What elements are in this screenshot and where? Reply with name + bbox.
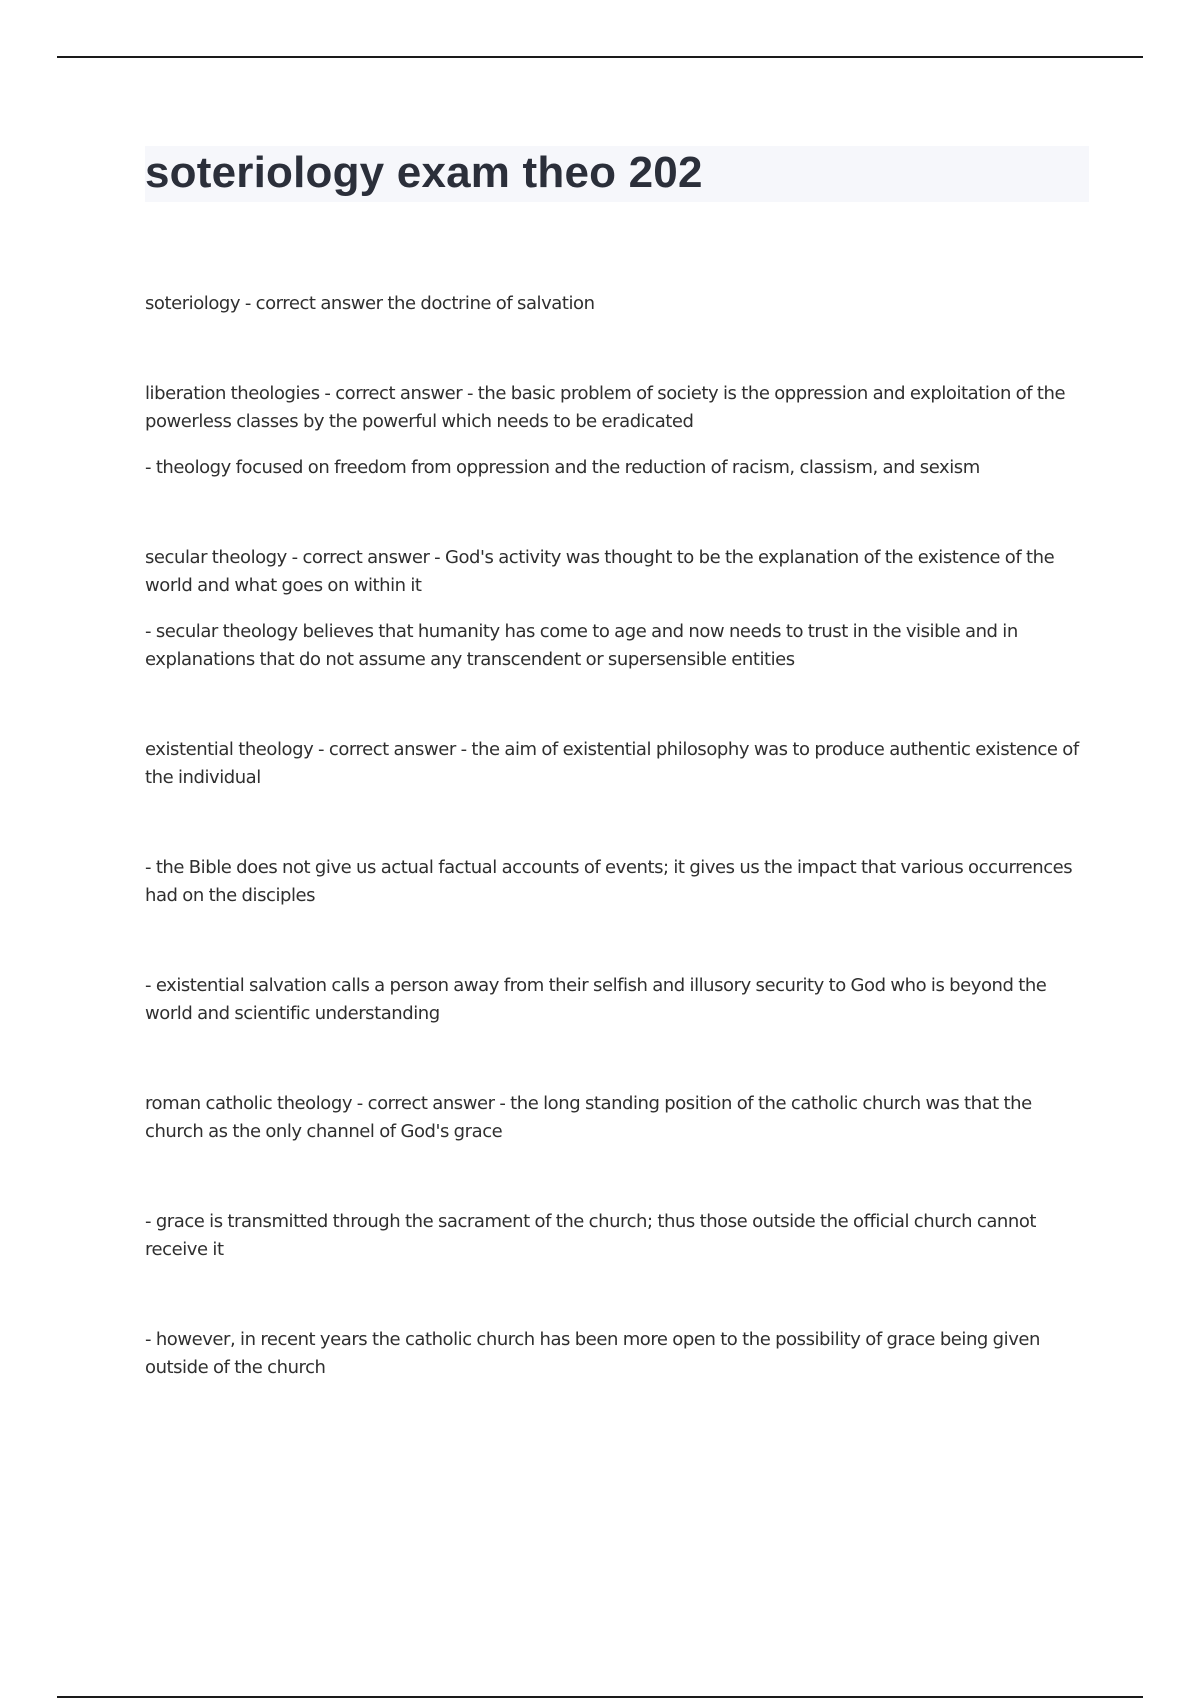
document-title: soteriology exam theo 202 (145, 148, 703, 197)
paragraph-existential-theology: existential theology - correct answer - the aim of existential philosophy was to produce authentic existence of the individual (145, 739, 1079, 788)
document-body (145, 290, 1090, 1382)
paragraph-existential-bible: - the Bible does not give us actual factual accounts of events; it gives us the impact that various occurrences had on the disciples (145, 857, 1073, 906)
top-rule (57, 56, 1143, 58)
paragraph-roman-catholic-theology: roman catholic theology - correct answer - the long standing position of the catholic church was that the church as the only channel of God's grace (145, 1093, 1032, 1142)
paragraph-soteriology: soteriology - correct answer the doctrine of salvation (145, 293, 595, 314)
paragraph-catholic-grace: - grace is transmitted through the sacrament of the church; thus those outside the official church cannot receive it (145, 1211, 1037, 1260)
paragraph-catholic-recent: - however, in recent years the catholic church has been more open to the possibility of grace being given outside of the church (145, 1329, 1040, 1378)
paragraph-secular-detail: - secular theology believes that humanity has come to age and now needs to trust in the visible and in explanations that do not assume any transcendent or supersensible entities (145, 621, 1018, 670)
paragraph-liberation-detail: - theology focused on freedom from oppression and the reduction of racism, classism, and sexism (145, 457, 980, 478)
paragraph-liberation-theologies: liberation theologies - correct answer - the basic problem of society is the oppression and exploitation of the powerless classes by the powerful which needs to be eradicated (145, 383, 1066, 432)
bottom-rule (57, 1696, 1143, 1698)
paragraph-existential-salvation: - existential salvation calls a person away from their selfish and illusory security to God who is beyond the world and scientific understanding (145, 975, 1047, 1024)
paragraph-secular-theology: secular theology - correct answer - God's activity was thought to be the explanation of the existence of the world and what goes on within it (145, 547, 1055, 596)
